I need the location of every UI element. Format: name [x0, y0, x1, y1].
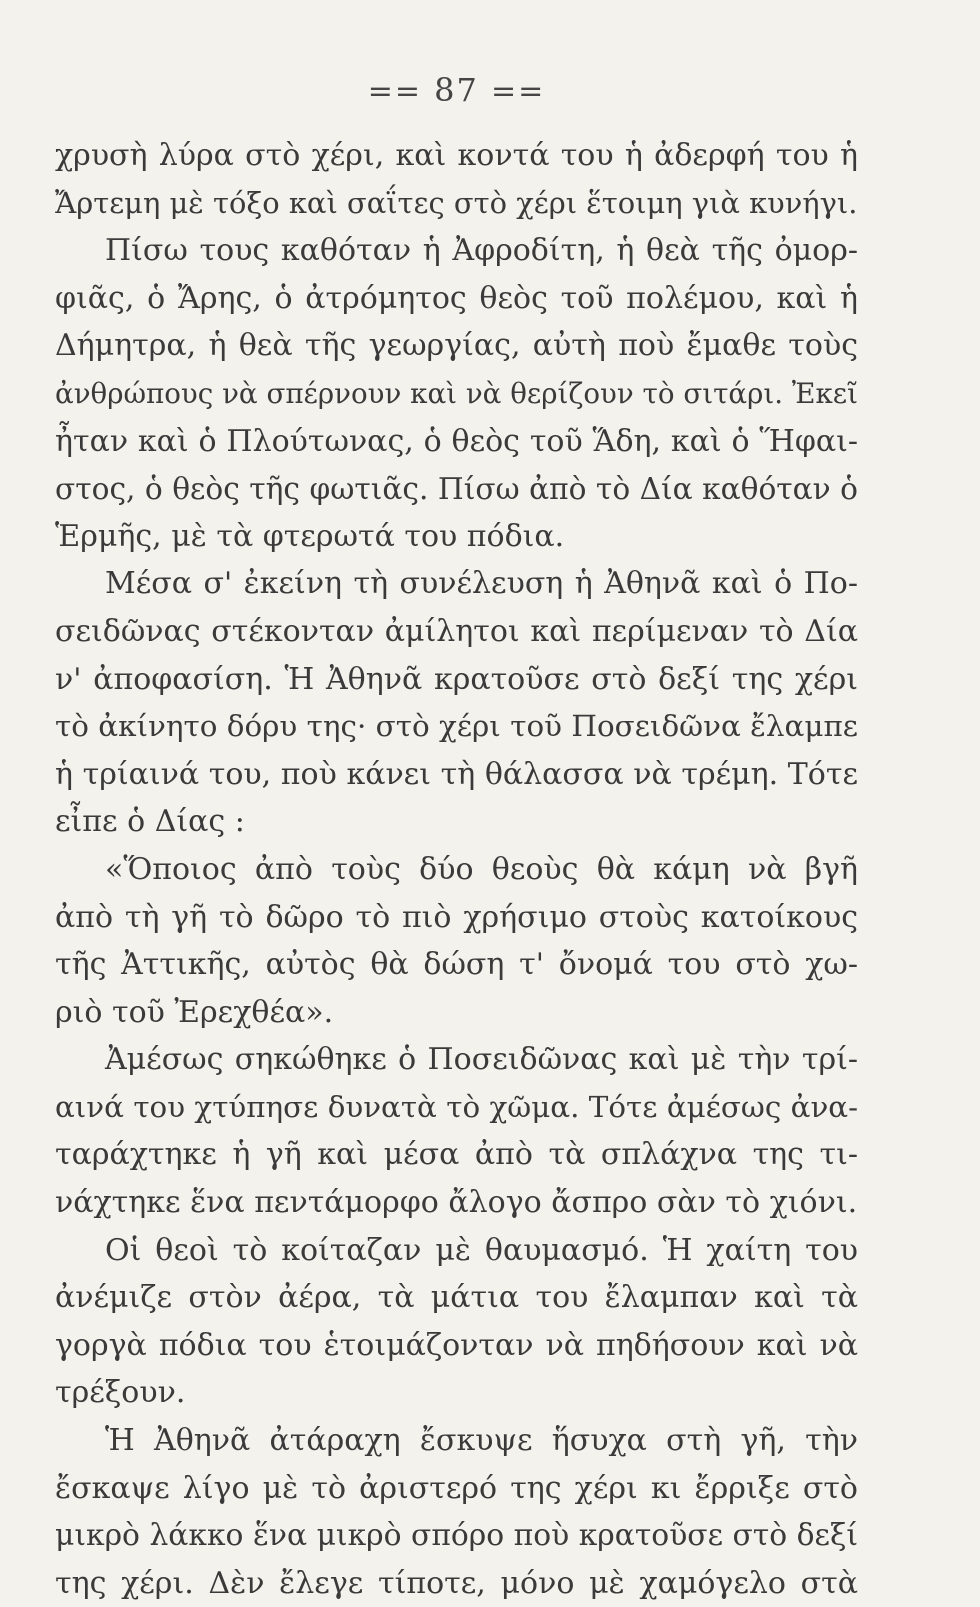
text-line: ἔσκαψε λίγο μὲ τὸ ἀριστερό της χέρι κι ἔρριξε στὸ — [55, 1470, 858, 1506]
paragraph — [55, 846, 858, 1036]
paragraph — [55, 1417, 858, 1607]
text-line: ταράχτηκε ἡ γῆ καὶ μέσα ἀπὸ τὰ σπλάχνα της τι- — [55, 1137, 858, 1173]
text-line: ἀνέμιζε στὸν ἀέρα, τὰ μάτια του ἔλαμπαν καὶ τὰ — [55, 1280, 858, 1316]
text-line: νάχτηκε ἕνα πεντάμορφο ἄλογο ἄσπρο σὰν τὸ χιόνι. — [55, 1185, 858, 1221]
text-line: Ἑρμῆς, μὲ τὰ φτερωτά του πόδια. — [55, 518, 565, 554]
text-line: ἀπὸ τὴ γῆ τὸ δῶρο τὸ πιὸ χρήσιμο στοὺς κατοίκους — [55, 899, 858, 935]
text-line: ἡ τρίαινά του, ποὺ κάνει τὴ θάλασσα νὰ τρέμη. Τότε — [55, 756, 858, 792]
text-line: ν' ἀποφασίση. Ἡ Ἀθηνᾶ κρατοῦσε στὸ δεξί της χέρι — [55, 661, 858, 697]
text-line: σειδῶνας στέκονταν ἀμίλητοι καὶ περίμεναν τὸ Δία — [55, 613, 858, 649]
header-ornament-left: == — [367, 74, 422, 109]
paragraph — [55, 132, 858, 227]
text-line: Οἱ θεοὶ τὸ κοίταζαν μὲ θαυμασμό. Ἡ χαίτη του — [105, 1232, 858, 1268]
text-line: Δήμητρα, ἡ θεὰ τῆς γεωργίας, αὐτὴ ποὺ ἔμαθε τοὺς — [55, 328, 858, 364]
text-line: τὸ ἀκίνητο δόρυ της· στὸ χέρι τοῦ Ποσειδῶνα ἔλαμπε — [55, 709, 858, 744]
text-line: Ἀμέσως σηκώθηκε ὁ Ποσειδῶνας καὶ μὲ τὴν τρί- — [105, 1042, 858, 1078]
text-line: χρυσὴ λύρα στὸ χέρι, καὶ κοντά του ἡ ἀδερφή του ἡ — [55, 138, 858, 173]
body-text — [55, 132, 858, 1607]
text-line: εἶπε ὁ Δίας : — [55, 804, 245, 840]
page-number: 87 — [434, 71, 479, 109]
text-line: ἦταν καὶ ὁ Πλούτωνας, ὁ θεὸς τοῦ Ἅδη, καὶ ὁ Ἥφαι- — [55, 423, 858, 459]
text-line: φιᾶς, ὁ Ἄρης, ὁ ἀτρόμητος θεὸς τοῦ πολέμου, καὶ ἡ — [55, 280, 858, 316]
text-line: τῆς Ἀττικῆς, αὐτὸς θὰ δώση τ' ὄνομά του στὸ χω- — [55, 947, 858, 983]
text-line: Ἄρτεμη μὲ τόξο καὶ σαΐτες στὸ χέρι ἕτοιμη γιὰ κυνήγι. — [55, 185, 858, 220]
text-line: Ἡ Ἀθηνᾶ ἀτάραχη ἔσκυψε ἥσυχα στὴ γῆ, τὴν — [105, 1423, 858, 1459]
header-ornament-right: == — [491, 74, 546, 109]
paragraph — [55, 1227, 858, 1417]
paragraph — [55, 560, 858, 846]
text-line: ἀνθρώπους νὰ σπέρνουν καὶ νὰ θερίζουν τὸ σιτάρι. Ἐκεῖ — [55, 376, 858, 410]
paragraph — [55, 1036, 858, 1226]
text-line: μικρὸ λάκκο ἕνα μικρὸ σπόρο ποὺ κρατοῦσε στὸ δεξί — [55, 1518, 858, 1554]
paragraph — [55, 227, 858, 560]
text-line: ριὸ τοῦ Ἐρεχθέα». — [55, 994, 334, 1030]
text-line: γοργὰ πόδια του ἑτοιμάζονταν νὰ πηδήσουν καὶ νὰ — [55, 1327, 858, 1363]
text-line: στος, ὁ θεὸς τῆς φωτιᾶς. Πίσω ἀπὸ τὸ Δία καθόταν ὁ — [55, 471, 858, 507]
text-line: αινά του χτύπησε δυνατὰ τὸ χῶμα. Τότε ἀμέσως ἀνα- — [55, 1089, 858, 1124]
text-line: Μέσα σ' ἐκείνη τὴ συνέλευση ἡ Ἀθηνᾶ καὶ ὁ Πο- — [105, 566, 858, 602]
text-line: «Ὅποιος ἀπὸ τοὺς δύο θεοὺς θὰ κάμη νὰ βγῆ — [105, 851, 858, 887]
text-line: Πίσω τους καθόταν ἡ Ἀφροδίτη, ἡ θεὰ τῆς ὀμορ- — [105, 233, 858, 269]
text-line: της χέρι. Δὲν ἔλεγε τίποτε, μόνο μὲ χαμόγελο στὰ — [55, 1565, 858, 1601]
page-number-header — [55, 70, 858, 112]
text-line: τρέξουν. — [55, 1375, 186, 1411]
